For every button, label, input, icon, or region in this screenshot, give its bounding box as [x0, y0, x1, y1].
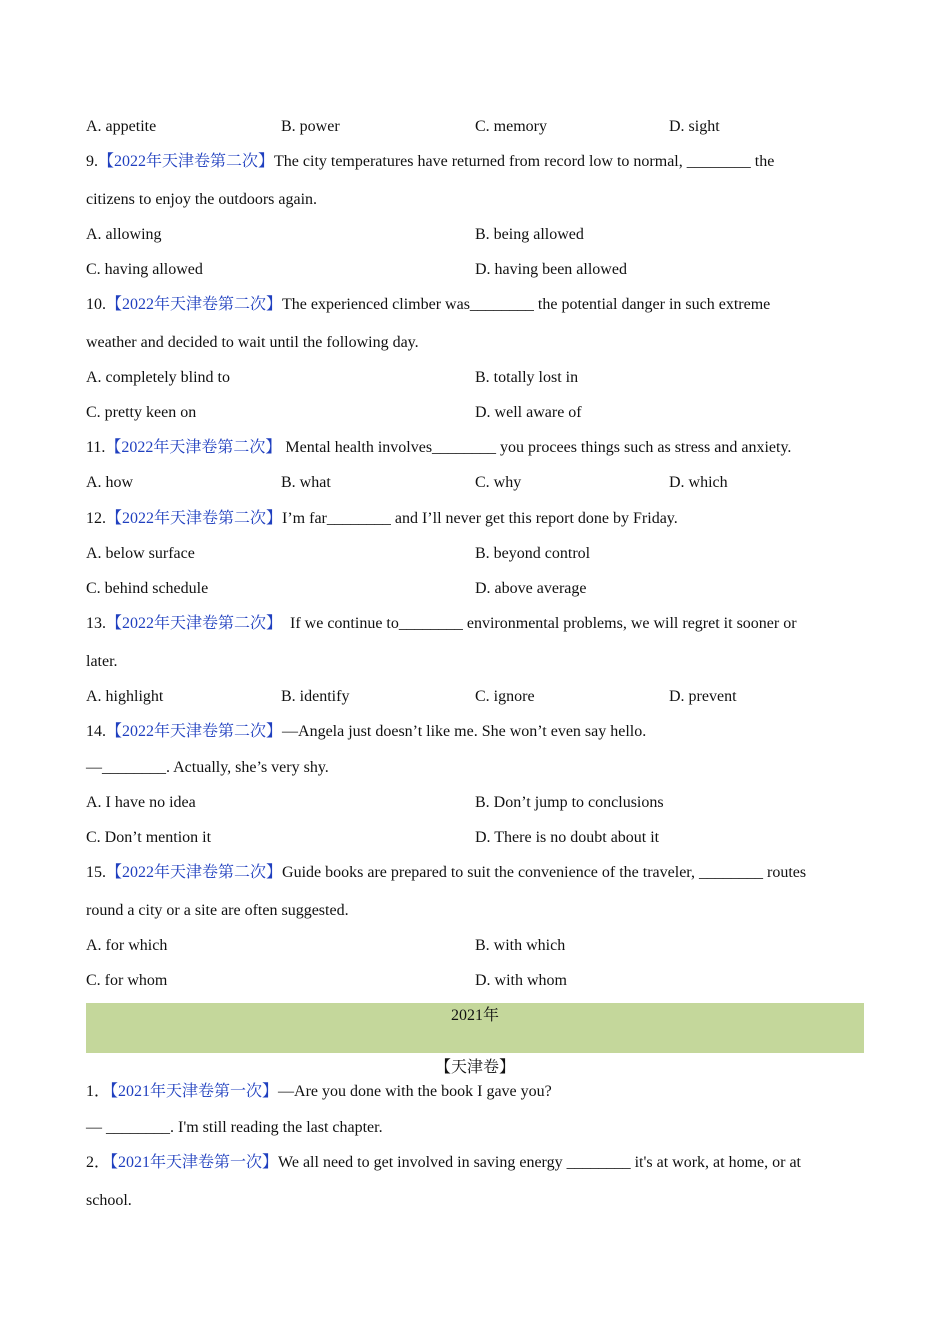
q10-option-c: C. pretty keen on	[86, 404, 197, 421]
q15-option-c: C. for whom	[86, 972, 168, 989]
q13-option-a: A. highlight	[86, 688, 164, 705]
q11-number: 11.	[86, 439, 106, 456]
q14-option-d: D. There is no doubt about it	[475, 829, 660, 846]
q13-option-c: C. ignore	[475, 688, 535, 705]
q12-number: 12.	[86, 510, 106, 527]
q10-option-a: A. completely blind to	[86, 369, 230, 386]
q9-text: The city temperatures have returned from record low to normal, ________ the	[274, 153, 775, 170]
q8-option-a: A. appetite	[86, 118, 157, 135]
q11-option-c: C. why	[475, 474, 522, 491]
q9-option-c: C. having allowed	[86, 261, 203, 278]
q14-text: —Angela just doesn’t like me. She won’t even say hello.	[282, 723, 647, 740]
s2-q2-stem	[86, 1152, 801, 1174]
q9-option-b: B. being allowed	[475, 226, 584, 243]
q9-stem	[86, 151, 774, 173]
s2-q1-stem	[86, 1081, 552, 1103]
q12-source-tag: 【2022年天津卷第二次】	[106, 510, 283, 527]
s2-q2-stem-cont: school.	[86, 1192, 132, 1209]
q12-option-a: A. below surface	[86, 545, 195, 562]
s2-q1-source-tag: 【2021年天津卷第一次】	[110, 1083, 279, 1100]
q15-number: 15.	[86, 864, 106, 881]
q8-option-c: C. memory	[475, 118, 547, 135]
q10-option-d: D. well aware of	[475, 404, 582, 421]
q15-option-d: D. with whom	[475, 972, 567, 989]
q12-text: I’m far________ and I’ll never get this report done by Friday.	[282, 510, 678, 527]
q13-source-tag: 【2022年天津卷第二次】	[106, 615, 283, 632]
q12-option-c: C. behind schedule	[86, 580, 209, 597]
q13-number: 13.	[86, 615, 106, 632]
q15-source-tag: 【2022年天津卷第二次】	[106, 864, 283, 881]
s2-q1-reply: — ________. I'm still reading the last chapter.	[86, 1119, 383, 1136]
q10-option-b: B. totally lost in	[475, 369, 579, 386]
s2-q1-number: 1．	[86, 1083, 111, 1100]
s2-q1-text: —Are you done with the book I gave you?	[278, 1083, 552, 1100]
s2-q2-source-tag: 【2021年天津卷第一次】	[110, 1154, 279, 1171]
q11-option-d: D. which	[669, 474, 728, 491]
q11-text: Mental health involves________ you procees things such as stress and anxiety.	[281, 439, 792, 456]
q10-text: The experienced climber was________ the potential danger in such extreme	[282, 296, 771, 313]
q14-option-b: B. Don’t jump to conclusions	[475, 794, 664, 811]
q11-source-tag: 【2022年天津卷第二次】	[105, 439, 282, 456]
q8-option-d: D. sight	[669, 118, 720, 135]
s2-q2-text: We all need to get involved in saving energy ________ it's at work, at home, or at	[278, 1154, 801, 1171]
q11-option-a: A. how	[86, 474, 134, 491]
q9-option-d: D. having been allowed	[475, 261, 627, 278]
q9-number: 9.	[86, 153, 98, 170]
q15-text: Guide books are prepared to suit the convenience of the traveler, ________ routes	[282, 864, 807, 881]
q14-source-tag: 【2022年天津卷第二次】	[106, 723, 283, 740]
q15-stem	[86, 862, 806, 884]
q14-number: 14.	[86, 723, 106, 740]
q9-option-a: A. allowing	[86, 226, 162, 243]
q12-option-b: B. beyond control	[475, 545, 591, 562]
q14-stem-cont: —________. Actually, she’s very shy.	[86, 759, 329, 776]
q8-option-b: B. power	[281, 118, 340, 135]
q14-option-c: C. Don’t mention it	[86, 829, 212, 846]
section-year-heading: 2021年	[450, 1007, 499, 1024]
s2-q2-number: 2．	[86, 1154, 111, 1171]
q9-stem-cont: citizens to enjoy the outdoors again.	[86, 191, 318, 208]
q12-stem	[86, 508, 678, 530]
q10-source-tag: 【2022年天津卷第二次】	[106, 296, 283, 313]
q13-option-d: D. prevent	[669, 688, 737, 705]
section-subtitle: 【天津卷】	[434, 1059, 515, 1076]
q12-option-d: D. above average	[475, 580, 587, 597]
q9-source-tag: 【2022年天津卷第二次】	[98, 153, 275, 170]
q15-option-b: B. with which	[475, 937, 566, 954]
q10-number: 10.	[86, 296, 106, 313]
q10-stem	[86, 294, 770, 316]
q13-stem	[86, 613, 797, 635]
q13-stem-cont: later.	[86, 653, 118, 670]
q13-text: If we continue to________ environmental problems, we will regret it sooner or	[282, 615, 797, 632]
q15-option-a: A. for which	[86, 937, 168, 954]
q14-option-a: A. I have no idea	[86, 794, 196, 811]
q13-option-b: B. identify	[281, 688, 350, 705]
q10-stem-cont: weather and decided to wait until the following day.	[86, 334, 419, 351]
q11-option-b: B. what	[281, 474, 331, 491]
q15-stem-cont: round a city or a site are often suggested.	[86, 902, 349, 919]
q11-stem	[86, 437, 791, 459]
q14-stem	[86, 721, 646, 743]
